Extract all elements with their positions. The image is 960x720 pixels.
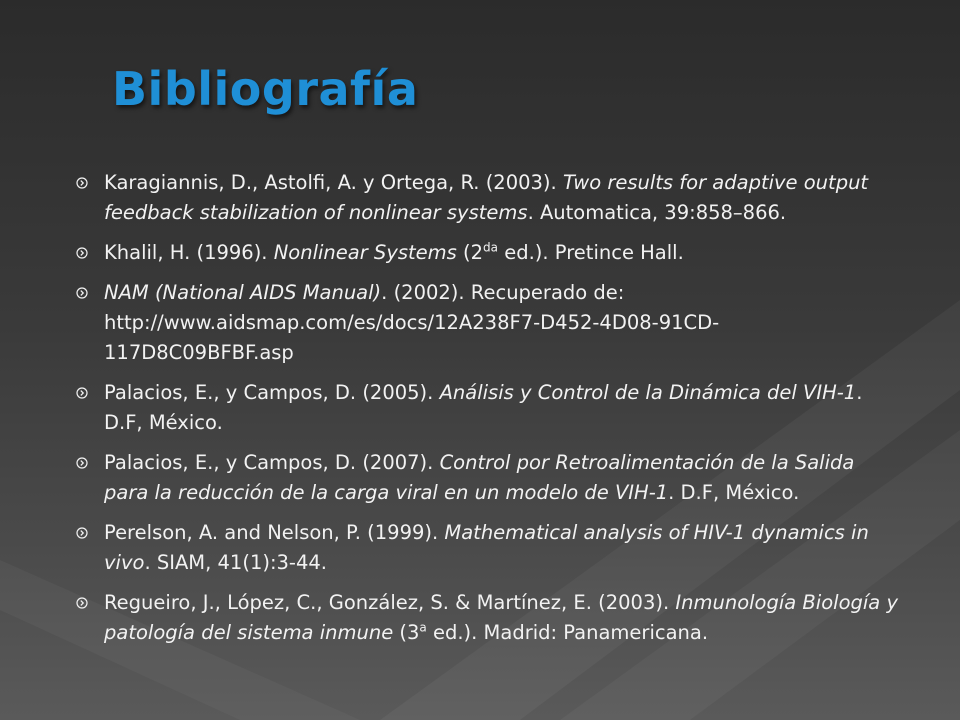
reference-item [74,238,904,268]
reference-details: . D.F, México. [668,481,800,504]
circled-chevron-right-icon [74,238,90,268]
reference-authors: Karagiannis, D., Astolfi, A. y Ortega, R. (2003). [104,171,563,194]
reference-item [74,278,904,368]
reference-item [74,168,904,228]
reference-item [74,588,904,648]
circled-chevron-right-icon [74,448,90,478]
reference-title: Two results for adaptive output feedback stabilization of nonlinear systems [104,171,869,224]
reference-details: (2 [456,241,484,264]
reference-item [74,378,904,438]
reference-details: . Automatica, 39:858–866. [527,201,787,224]
reference-title: Inmunología Biología y patología del sistema inmune [104,591,898,644]
reference-authors: Khalil, H. (1996). [104,241,274,264]
reference-details-end: ed.). Pretince Hall. [498,241,684,264]
circled-chevron-right-icon [74,518,90,548]
bibliography-list [74,168,904,658]
reference-details: (3 [393,621,420,644]
edition-superscript: da [483,240,499,255]
reference-details: . (2002). Recuperado de: http://www.aidsmap.com/es/docs/12A238F7-D452-4D08-91CD-117D8C09BFBF.asp [104,281,720,364]
circled-chevron-right-icon [74,168,90,198]
circled-chevron-right-icon [74,378,90,408]
reference-title: Mathematical analysis of HIV-1 dynamics in vivo [104,521,869,574]
reference-item [74,448,904,508]
circled-chevron-right-icon [74,278,90,308]
reference-item [74,518,904,578]
reference-details: . SIAM, 41(1):3-44. [144,551,327,574]
reference-title: Control por Retroalimentación de la Salida para la reducción de la carga viral en un modelo de VIH-1 [104,451,855,504]
reference-details: . D.F, México. [104,381,863,434]
circled-chevron-right-icon [74,588,90,618]
reference-title: Nonlinear Systems [273,241,457,264]
reference-title: NAM (National AIDS Manual) [104,281,382,304]
slide-title: Bibliografía [112,62,419,116]
reference-authors: Palacios, E., y Campos, D. (2007). [104,451,440,474]
reference-authors: Palacios, E., y Campos, D. (2005). [104,381,440,404]
reference-details-end: ed.). Madrid: Panamericana. [426,621,709,644]
edition-superscript: a [419,620,427,635]
reference-authors: Regueiro, J., López, C., González, S. & Martínez, E. (2003). [104,591,676,614]
reference-authors: Perelson, A. and Nelson, P. (1999). [104,521,445,544]
reference-title: Análisis y Control de la Dinámica del VIH-1 [439,381,857,404]
